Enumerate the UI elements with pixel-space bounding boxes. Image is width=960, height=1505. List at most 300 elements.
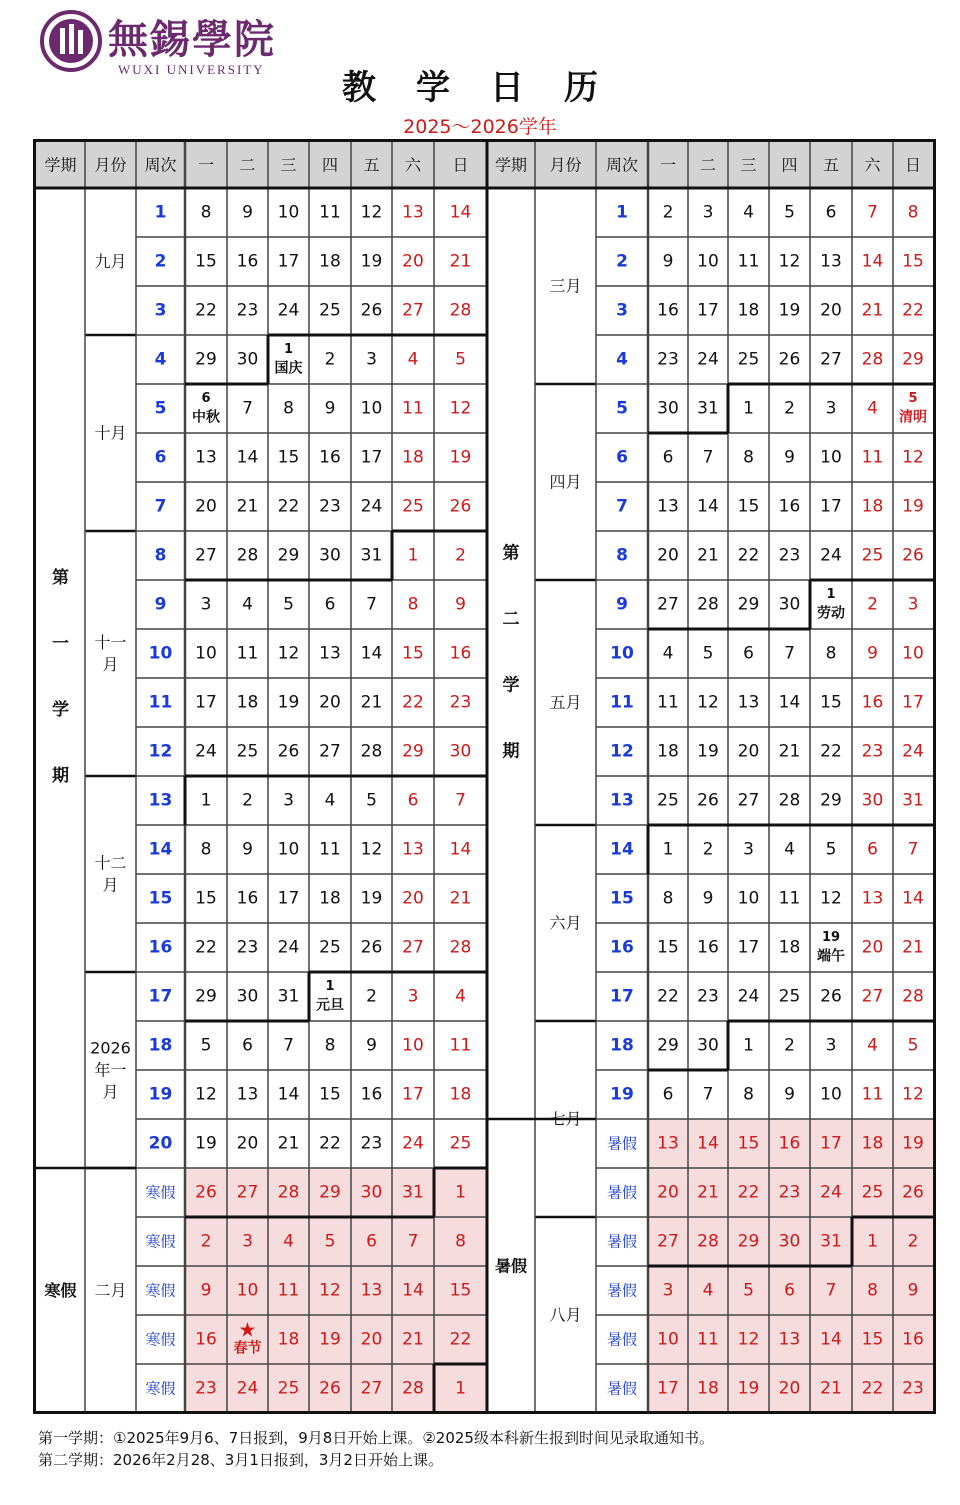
left-week-18: 19 (148, 1084, 173, 1105)
left-month-0: 九月 (94, 252, 127, 271)
left-day-4-3: 9 (324, 398, 336, 419)
right-day-17-6: 5 (907, 1035, 919, 1056)
right-day-11-4: 22 (820, 741, 842, 762)
left-day-20-3: 29 (319, 1182, 341, 1203)
right-day-11-0: 18 (657, 741, 679, 762)
left-day-11-6: 30 (449, 741, 472, 762)
right-col-header-3: 一 (659, 155, 677, 175)
left-day-5-3: 16 (319, 447, 341, 468)
right-day-4-1: 31 (697, 398, 719, 419)
left-day-13-0: 8 (200, 839, 212, 860)
left-day-19-5: 24 (402, 1133, 424, 1154)
right-day-17-4: 3 (825, 1035, 837, 1056)
right-day-16-3: 25 (778, 986, 801, 1007)
left-day-9-1: 11 (236, 643, 259, 664)
left-day-10-1: 18 (236, 692, 259, 713)
right-day-10-4: 15 (820, 692, 842, 713)
right-day-10-6: 17 (902, 692, 924, 713)
left-day-21-2: 4 (283, 1231, 294, 1252)
right-day-3-2: 25 (737, 349, 760, 370)
right-day-20-4: 24 (820, 1182, 842, 1203)
right-month-2: 五月 (549, 693, 582, 712)
left-day-16-4: 2 (366, 986, 377, 1007)
right-holiday-4-6: 清明 (899, 409, 927, 426)
right-day-6-3: 16 (778, 496, 801, 517)
right-week-13: 14 (610, 839, 634, 860)
right-day-15-5: 20 (861, 937, 884, 958)
left-day-6-0: 20 (195, 496, 217, 517)
left-day-6-6: 26 (449, 496, 472, 517)
right-day-11-1: 19 (697, 741, 719, 762)
left-term-label-char: 期 (52, 766, 69, 786)
right-day-24-6: 23 (902, 1378, 924, 1399)
left-term-label-char: 第 (52, 568, 69, 588)
right-day-4-6: 5 (908, 391, 918, 406)
left-day-24-1: 24 (236, 1378, 259, 1399)
left-day-12-3: 4 (324, 790, 336, 811)
left-day-12-5: 6 (407, 790, 419, 811)
left-day-3-2: 1 (283, 342, 294, 357)
right-day-24-4: 21 (820, 1378, 842, 1399)
right-day-2-1: 17 (697, 300, 719, 321)
left-col-header-2: 周次 (144, 155, 177, 175)
left-day-15-4: 26 (360, 937, 383, 958)
right-day-3-3: 26 (778, 349, 801, 370)
right-day-13-1: 2 (702, 839, 714, 860)
right-day-9-0: 4 (662, 643, 674, 664)
left-day-13-2: 10 (277, 839, 300, 860)
right-day-15-3: 18 (778, 937, 801, 958)
right-week-18: 19 (610, 1084, 634, 1105)
right-day-13-3: 4 (784, 839, 795, 860)
left-day-8-2: 5 (283, 594, 294, 615)
right-day-19-0: 13 (657, 1133, 679, 1154)
right-day-9-5: 9 (867, 643, 878, 664)
right-day-14-5: 13 (861, 888, 884, 909)
left-day-9-4: 14 (360, 643, 383, 664)
right-day-3-5: 28 (861, 349, 884, 370)
left-day-22-6: 15 (449, 1280, 472, 1301)
left-day-0-0: 8 (200, 202, 212, 223)
left-day-14-6: 21 (449, 888, 472, 909)
right-day-1-0: 9 (662, 251, 674, 272)
left-day-21-6: 8 (455, 1231, 466, 1252)
right-day-15-2: 17 (737, 937, 760, 958)
left-day-1-0: 15 (195, 251, 217, 272)
right-day-23-5: 15 (861, 1329, 884, 1350)
left-week-9: 10 (148, 643, 173, 664)
right-month-1: 四月 (549, 472, 582, 492)
right-col-header-4: 二 (699, 155, 717, 175)
right-day-3-6: 29 (902, 349, 924, 370)
right-week-1: 2 (616, 251, 628, 272)
right-day-14-4: 12 (820, 888, 842, 909)
right-day-20-5: 25 (861, 1182, 884, 1203)
right-week-6: 7 (616, 496, 628, 517)
right-day-13-4: 5 (825, 839, 837, 860)
right-day-20-3: 23 (778, 1182, 801, 1203)
right-day-10-2: 13 (737, 692, 760, 713)
left-day-7-0: 27 (195, 545, 217, 566)
left-day-24-2: 25 (277, 1378, 300, 1399)
right-col-header-0: 学期 (494, 155, 528, 175)
left-day-3-6: 5 (455, 349, 466, 370)
left-col-header-8: 六 (404, 155, 422, 175)
right-day-21-1: 28 (697, 1231, 719, 1252)
note-first-term: 第一学期：①2025年9月6、7日报到，9月8日开始上课。②2025级本科新生报到时间见录取通知书。 (38, 1429, 714, 1447)
left-day-7-5: 1 (407, 545, 419, 566)
left-month-4: 月 (102, 1082, 119, 1102)
right-day-19-3: 16 (778, 1133, 801, 1154)
right-week-19: 暑假 (606, 1134, 638, 1153)
right-day-6-0: 13 (657, 496, 679, 517)
right-week-15: 16 (610, 937, 634, 958)
right-day-13-0: 1 (662, 839, 674, 860)
left-week-19: 20 (148, 1133, 173, 1154)
left-day-5-5: 18 (402, 447, 424, 468)
right-day-12-1: 26 (697, 790, 719, 811)
left-day-1-3: 18 (319, 251, 341, 272)
right-day-1-3: 12 (778, 251, 801, 272)
left-day-14-0: 15 (195, 888, 217, 909)
right-week-8: 9 (616, 594, 628, 615)
left-col-header-0: 学期 (44, 155, 77, 175)
left-week-21: 寒假 (145, 1232, 176, 1251)
left-day-14-3: 18 (319, 888, 341, 909)
left-day-7-4: 31 (360, 545, 383, 566)
left-day-17-1: 6 (242, 1035, 253, 1056)
left-day-18-1: 13 (236, 1084, 259, 1105)
right-day-23-6: 16 (902, 1329, 924, 1350)
left-day-23-0: 16 (195, 1329, 217, 1350)
right-day-0-4: 6 (825, 202, 837, 223)
left-month-2: 十一 (94, 633, 127, 652)
right-day-1-2: 11 (737, 251, 760, 272)
left-day-22-3: 12 (319, 1280, 341, 1301)
right-day-7-3: 23 (778, 545, 801, 566)
left-day-21-3: 5 (324, 1231, 336, 1252)
right-day-12-6: 31 (902, 790, 924, 811)
left-day-20-5: 31 (402, 1182, 424, 1203)
left-day-10-3: 20 (319, 692, 341, 713)
right-day-9-6: 10 (902, 643, 924, 664)
left-day-1-5: 20 (402, 251, 424, 272)
right-day-24-5: 22 (861, 1378, 884, 1399)
right-week-2: 3 (616, 300, 628, 321)
right-day-24-0: 17 (657, 1378, 679, 1399)
left-day-0-5: 13 (402, 202, 424, 223)
right-day-23-3: 13 (778, 1329, 801, 1350)
right-day-15-4: 19 (821, 930, 841, 945)
left-day-19-1: 20 (236, 1133, 259, 1154)
right-day-20-0: 20 (657, 1182, 679, 1203)
right-day-11-3: 21 (778, 741, 801, 762)
right-week-20: 暑假 (606, 1183, 638, 1202)
left-week-13: 14 (148, 839, 173, 860)
right-col-header-5: 三 (740, 155, 757, 175)
right-day-13-6: 7 (907, 839, 919, 860)
left-day-0-4: 12 (360, 202, 383, 223)
left-day-8-3: 6 (324, 594, 336, 615)
right-day-11-5: 23 (861, 741, 884, 762)
right-day-5-6: 12 (902, 447, 924, 468)
right-day-17-2: 1 (743, 1035, 754, 1056)
left-day-7-2: 29 (277, 545, 300, 566)
left-week-12: 13 (148, 790, 173, 811)
left-day-16-6: 4 (455, 986, 466, 1007)
left-day-11-1: 25 (236, 741, 259, 762)
right-day-14-3: 11 (778, 888, 801, 909)
left-holiday-4-0: 中秋 (192, 409, 220, 426)
right-day-7-6: 26 (902, 545, 924, 566)
left-day-13-1: 9 (242, 839, 253, 860)
left-day-8-5: 8 (407, 594, 419, 615)
left-month-4: 2026 (90, 1038, 131, 1058)
left-col-header-1: 月份 (94, 155, 127, 175)
left-month-5: 二月 (94, 1281, 127, 1300)
right-day-12-2: 27 (737, 790, 760, 811)
left-day-20-0: 26 (195, 1182, 217, 1203)
left-week-15: 16 (148, 937, 173, 958)
right-day-8-6: 3 (907, 594, 919, 615)
left-day-20-1: 27 (236, 1182, 259, 1203)
left-day-8-0: 3 (200, 594, 212, 615)
right-day-9-1: 5 (702, 643, 714, 664)
right-day-21-5: 1 (867, 1231, 878, 1252)
right-day-21-4: 31 (820, 1231, 842, 1252)
right-week-5: 6 (616, 447, 628, 468)
left-week-4: 5 (154, 398, 167, 419)
left-day-22-4: 13 (360, 1280, 383, 1301)
left-day-23-2: 18 (277, 1329, 300, 1350)
right-day-4-5: 4 (867, 398, 878, 419)
teaching-calendar (33, 139, 936, 1414)
left-day-23-1: ★ (238, 1317, 257, 1342)
right-day-2-2: 18 (737, 300, 760, 321)
left-holiday-23-1: 春节 (233, 1340, 262, 1357)
left-day-8-6: 9 (455, 594, 466, 615)
right-day-6-1: 14 (697, 496, 719, 517)
right-day-8-4: 1 (826, 587, 836, 602)
right-day-18-1: 7 (702, 1084, 714, 1105)
left-col-header-5: 三 (280, 155, 297, 175)
right-day-12-3: 28 (778, 790, 801, 811)
left-day-4-4: 10 (360, 398, 383, 419)
left-week-22: 寒假 (145, 1281, 176, 1300)
left-day-5-6: 19 (449, 447, 472, 468)
left-holiday-16-3: 元旦 (316, 997, 344, 1014)
left-day-3-3: 2 (324, 349, 336, 370)
right-col-header-9: 日 (904, 155, 922, 175)
right-day-24-1: 18 (697, 1378, 719, 1399)
right-day-8-3: 30 (778, 594, 801, 615)
right-day-10-0: 11 (657, 692, 679, 713)
left-week-23: 寒假 (145, 1330, 176, 1349)
left-day-16-0: 29 (195, 986, 217, 1007)
left-day-20-4: 30 (360, 1182, 383, 1203)
right-holiday-8-4: 劳动 (817, 605, 845, 622)
left-day-15-1: 23 (236, 937, 259, 958)
left-day-17-2: 7 (283, 1035, 294, 1056)
right-day-16-5: 27 (861, 986, 884, 1007)
left-day-19-4: 23 (360, 1133, 383, 1154)
right-day-16-1: 23 (697, 986, 719, 1007)
left-day-13-6: 14 (449, 839, 472, 860)
right-day-6-2: 15 (737, 496, 760, 517)
left-day-2-1: 23 (236, 300, 259, 321)
right-day-19-5: 18 (861, 1133, 884, 1154)
right-day-19-6: 19 (902, 1133, 924, 1154)
right-day-17-1: 30 (697, 1035, 719, 1056)
left-day-9-6: 16 (449, 643, 472, 664)
left-month-2: 月 (102, 655, 119, 674)
left-week-16: 17 (148, 986, 173, 1007)
left-week-0: 1 (154, 202, 167, 223)
left-day-15-2: 24 (277, 937, 300, 958)
right-day-17-0: 29 (657, 1035, 679, 1056)
right-week-24: 暑假 (606, 1379, 638, 1398)
right-day-20-2: 22 (737, 1182, 760, 1203)
left-day-2-2: 24 (277, 300, 300, 321)
left-day-4-5: 11 (402, 398, 424, 419)
right-day-1-1: 10 (697, 251, 719, 272)
left-day-10-0: 17 (195, 692, 217, 713)
left-day-2-3: 25 (319, 300, 341, 321)
right-day-22-2: 5 (743, 1280, 754, 1301)
right-day-12-5: 30 (861, 790, 884, 811)
left-day-4-2: 8 (283, 398, 294, 419)
right-col-header-6: 四 (781, 155, 798, 175)
left-week-5: 6 (154, 447, 167, 468)
left-day-2-0: 22 (195, 300, 217, 321)
right-day-22-5: 8 (867, 1280, 878, 1301)
left-month-3: 十二 (94, 853, 127, 873)
right-day-4-3: 2 (784, 398, 795, 419)
left-day-16-1: 30 (236, 986, 259, 1007)
right-day-2-5: 21 (861, 300, 884, 321)
left-day-6-4: 24 (360, 496, 383, 517)
right-day-2-0: 16 (657, 300, 679, 321)
left-day-9-0: 10 (195, 643, 217, 664)
left-week-6: 7 (154, 496, 167, 517)
right-term-label-char: 学 (502, 675, 520, 696)
left-day-19-3: 22 (319, 1133, 341, 1154)
left-day-14-1: 16 (236, 888, 259, 909)
right-day-0-0: 2 (662, 202, 674, 223)
left-day-5-4: 17 (360, 447, 383, 468)
left-day-18-3: 15 (319, 1084, 341, 1105)
left-day-1-4: 19 (360, 251, 383, 272)
right-day-18-2: 8 (743, 1084, 754, 1105)
page-title: 教学日历 (342, 68, 638, 108)
left-day-24-4: 27 (360, 1378, 383, 1399)
left-day-24-6: 1 (455, 1378, 466, 1399)
left-day-13-3: 11 (319, 839, 341, 860)
right-day-0-2: 4 (743, 202, 754, 223)
right-day-2-4: 20 (820, 300, 842, 321)
left-day-14-4: 19 (360, 888, 383, 909)
academic-year: 2025～2026学年 (403, 116, 557, 138)
left-day-0-2: 10 (277, 202, 300, 223)
left-day-19-6: 25 (449, 1133, 472, 1154)
right-col-header-7: 五 (822, 155, 840, 175)
right-day-4-0: 30 (657, 398, 679, 419)
left-week-7: 8 (154, 545, 167, 566)
left-month-4: 年一 (94, 1060, 127, 1080)
right-month-4: 七月 (549, 1109, 582, 1129)
left-day-4-0: 6 (201, 391, 211, 406)
left-day-14-5: 20 (402, 888, 424, 909)
right-day-15-6: 21 (902, 937, 924, 958)
left-col-header-7: 五 (363, 155, 380, 175)
left-term-label-char: 一 (52, 634, 69, 654)
right-day-22-6: 9 (907, 1280, 919, 1301)
university-logo-english: WUXI UNIVERSITY (118, 62, 265, 77)
left-day-11-5: 29 (402, 741, 424, 762)
left-day-21-4: 6 (366, 1231, 377, 1252)
left-day-13-5: 13 (402, 839, 424, 860)
left-day-3-0: 29 (195, 349, 217, 370)
right-day-5-4: 10 (820, 447, 842, 468)
right-day-12-0: 25 (657, 790, 679, 811)
right-day-18-0: 6 (662, 1084, 674, 1105)
right-day-20-6: 26 (902, 1182, 924, 1203)
right-break-label: 暑假 (494, 1256, 528, 1276)
right-week-23: 暑假 (606, 1330, 638, 1349)
left-day-21-5: 7 (407, 1231, 419, 1252)
left-day-21-1: 3 (242, 1231, 253, 1252)
left-day-1-2: 17 (277, 251, 300, 272)
left-day-2-4: 26 (360, 300, 383, 321)
right-day-11-6: 24 (902, 741, 924, 762)
right-week-22: 暑假 (606, 1281, 638, 1300)
right-day-14-0: 8 (662, 888, 674, 909)
left-day-22-2: 11 (277, 1280, 300, 1301)
right-week-17: 18 (610, 1035, 634, 1056)
right-day-16-6: 28 (902, 986, 924, 1007)
right-day-11-2: 20 (737, 741, 760, 762)
left-day-24-0: 23 (195, 1378, 217, 1399)
right-day-5-1: 7 (702, 447, 714, 468)
right-day-17-3: 2 (784, 1035, 795, 1056)
left-day-3-1: 30 (236, 349, 259, 370)
left-day-17-4: 9 (366, 1035, 377, 1056)
left-day-12-2: 3 (283, 790, 294, 811)
left-day-2-5: 27 (402, 300, 424, 321)
left-day-0-6: 14 (449, 202, 472, 223)
right-day-10-5: 16 (861, 692, 884, 713)
right-day-10-3: 14 (778, 692, 801, 713)
left-day-23-5: 21 (402, 1329, 424, 1350)
right-day-3-4: 27 (820, 349, 842, 370)
right-day-14-6: 14 (902, 888, 924, 909)
left-day-12-6: 7 (455, 790, 466, 811)
right-day-21-3: 30 (778, 1231, 801, 1252)
right-week-14: 15 (610, 888, 634, 909)
right-day-8-0: 27 (657, 594, 679, 615)
left-day-14-2: 17 (277, 888, 300, 909)
right-day-19-4: 17 (820, 1133, 842, 1154)
left-day-24-5: 28 (402, 1378, 424, 1399)
left-day-16-2: 31 (277, 986, 300, 1007)
right-day-14-2: 10 (737, 888, 760, 909)
left-day-15-0: 22 (195, 937, 217, 958)
right-day-22-0: 3 (662, 1280, 674, 1301)
right-day-7-5: 25 (861, 545, 884, 566)
left-day-18-0: 12 (195, 1084, 217, 1105)
university-logo-text: 無錫學院 (108, 16, 276, 63)
right-col-header-8: 六 (864, 155, 881, 175)
